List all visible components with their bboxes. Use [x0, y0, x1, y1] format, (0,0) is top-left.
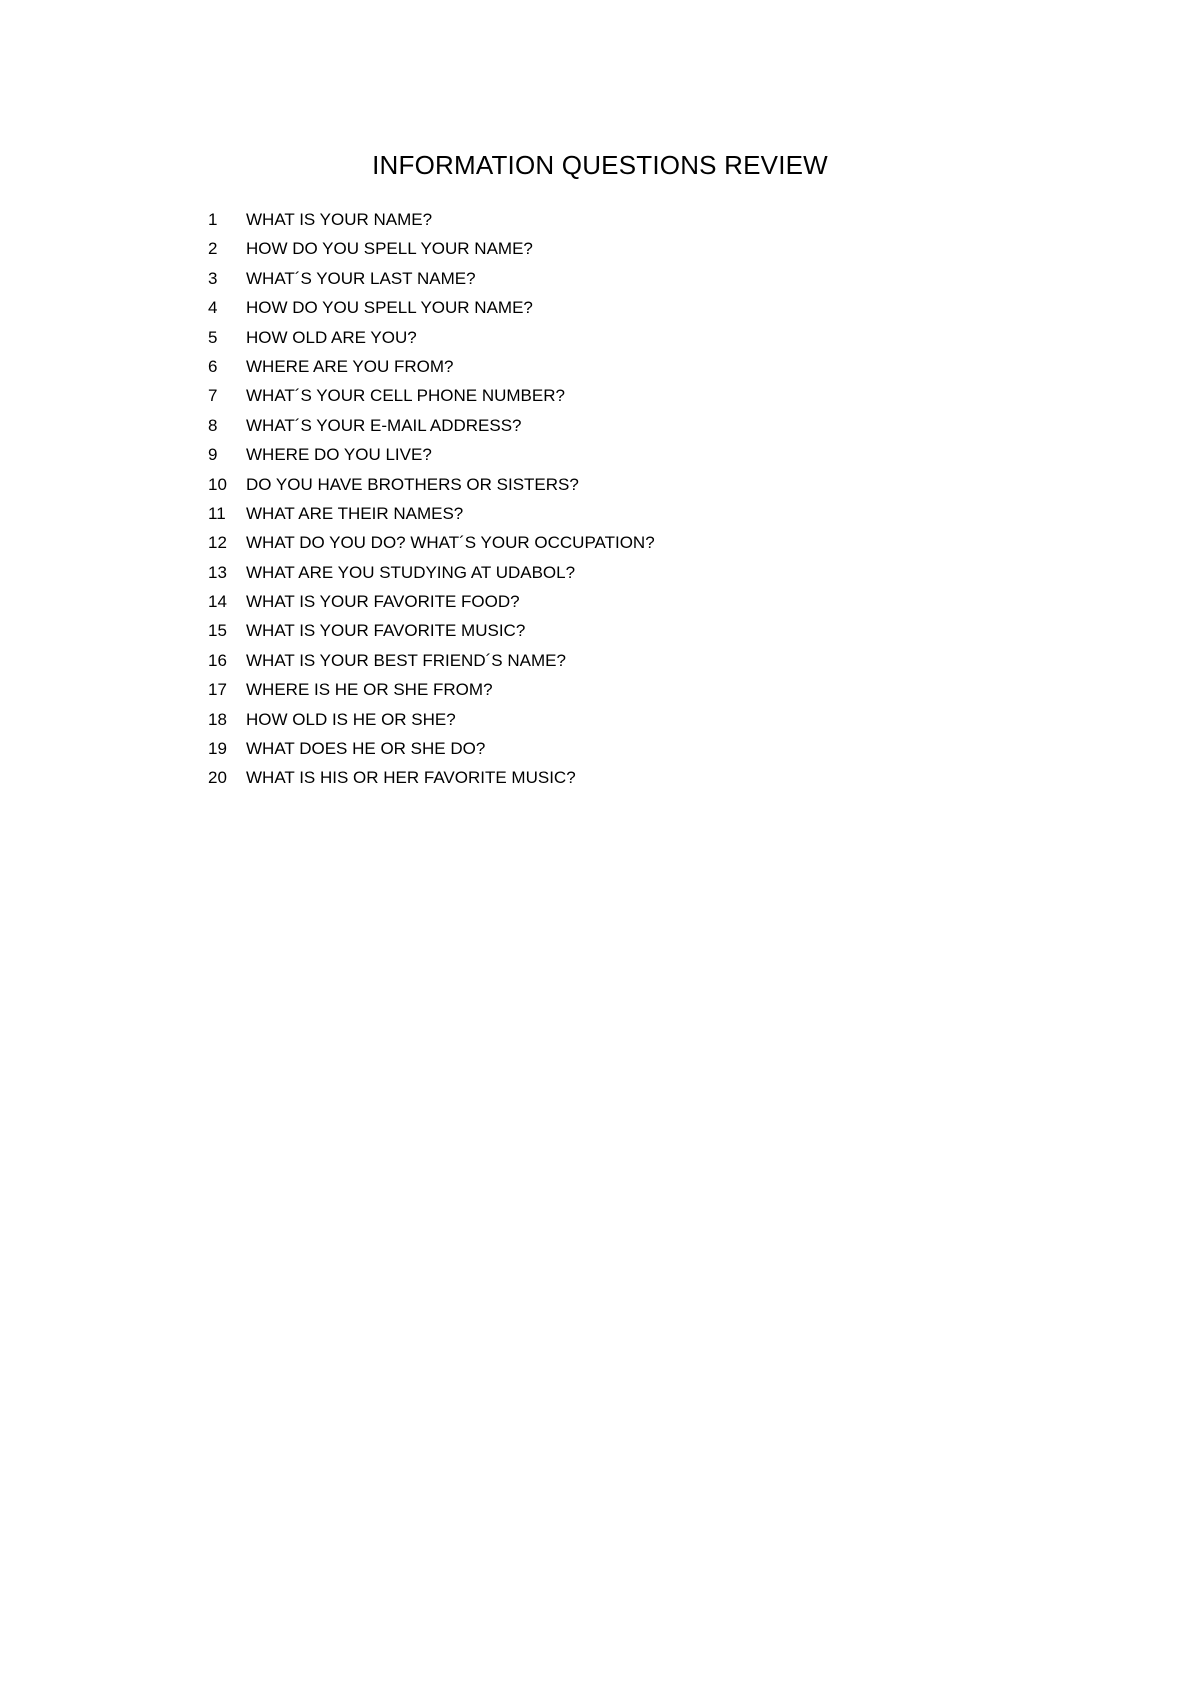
- question-row: [208, 264, 655, 293]
- question-text: HOW DO YOU SPELL YOUR NAME?: [246, 298, 533, 318]
- question-row: [208, 234, 655, 263]
- question-number: 13: [208, 562, 227, 582]
- question-number: 6: [208, 356, 218, 376]
- question-number: 10: [208, 474, 227, 494]
- question-row: [208, 205, 655, 234]
- question-number: 7: [208, 386, 218, 406]
- question-number: 11: [208, 503, 226, 523]
- question-text: WHAT ARE YOU STUDYING AT UDABOL?: [246, 562, 576, 582]
- question-row: [208, 646, 655, 675]
- question-number: 20: [208, 768, 227, 788]
- question-row: [208, 352, 655, 381]
- question-row: [208, 293, 655, 322]
- question-number: 19: [208, 739, 227, 759]
- question-row: [208, 499, 655, 528]
- question-number: 15: [208, 621, 227, 641]
- question-number: 2: [208, 239, 218, 259]
- question-number: 3: [208, 268, 218, 288]
- question-row: [208, 734, 655, 763]
- question-text: WHAT ARE THEIR NAMES?: [246, 503, 464, 523]
- question-row: [208, 675, 655, 704]
- question-text: WHAT IS YOUR NAME?: [246, 210, 433, 229]
- question-row: [208, 763, 655, 792]
- question-text: WHAT IS HIS OR HER FAVORITE MUSIC?: [246, 768, 576, 788]
- question-text: WHERE IS HE OR SHE FROM?: [246, 680, 493, 700]
- question-number: 12: [208, 533, 227, 553]
- question-row: [208, 558, 655, 587]
- question-text: HOW DO YOU SPELL YOUR NAME?: [246, 239, 533, 259]
- question-number: 8: [208, 415, 218, 435]
- question-row: [208, 470, 655, 499]
- question-text: WHERE DO YOU LIVE?: [246, 445, 432, 465]
- question-number: 16: [208, 650, 227, 670]
- question-number: 18: [208, 709, 227, 729]
- question-row: [208, 381, 655, 410]
- question-text: WHAT´S YOUR E-MAIL ADDRESS?: [246, 415, 522, 435]
- question-text: WHAT´S YOUR LAST NAME?: [246, 268, 476, 288]
- question-number: 9: [208, 445, 218, 465]
- question-text: WHAT´S YOUR CELL PHONE NUMBER?: [246, 386, 565, 406]
- question-row: [208, 587, 655, 616]
- question-text: WHAT DOES HE OR SHE DO?: [246, 739, 486, 759]
- question-text: WHAT DO YOU DO? WHAT´S YOUR OCCUPATION?: [246, 533, 655, 553]
- question-text: WHERE ARE YOU FROM?: [246, 356, 454, 376]
- question-number: 14: [208, 592, 227, 612]
- question-number: 4: [208, 298, 218, 318]
- question-number: 17: [208, 680, 227, 700]
- question-text: WHAT IS YOUR FAVORITE FOOD?: [246, 592, 520, 612]
- question-text: HOW OLD IS HE OR SHE?: [246, 709, 456, 729]
- question-row: [208, 616, 655, 645]
- question-row: [208, 528, 655, 557]
- question-text: WHAT IS YOUR FAVORITE MUSIC?: [246, 621, 526, 641]
- question-row: [208, 440, 655, 469]
- question-row: [208, 323, 655, 352]
- question-text: DO YOU HAVE BROTHERS OR SISTERS?: [246, 474, 579, 494]
- question-number: 1: [208, 210, 218, 229]
- question-row: [208, 705, 655, 734]
- question-row: [208, 411, 655, 440]
- question-text: HOW OLD ARE YOU?: [246, 327, 417, 347]
- question-list: [208, 205, 655, 793]
- document-title: INFORMATION QUESTIONS REVIEW: [372, 150, 828, 180]
- question-text: WHAT IS YOUR BEST FRIEND´S NAME?: [246, 650, 566, 670]
- question-number: 5: [208, 327, 218, 347]
